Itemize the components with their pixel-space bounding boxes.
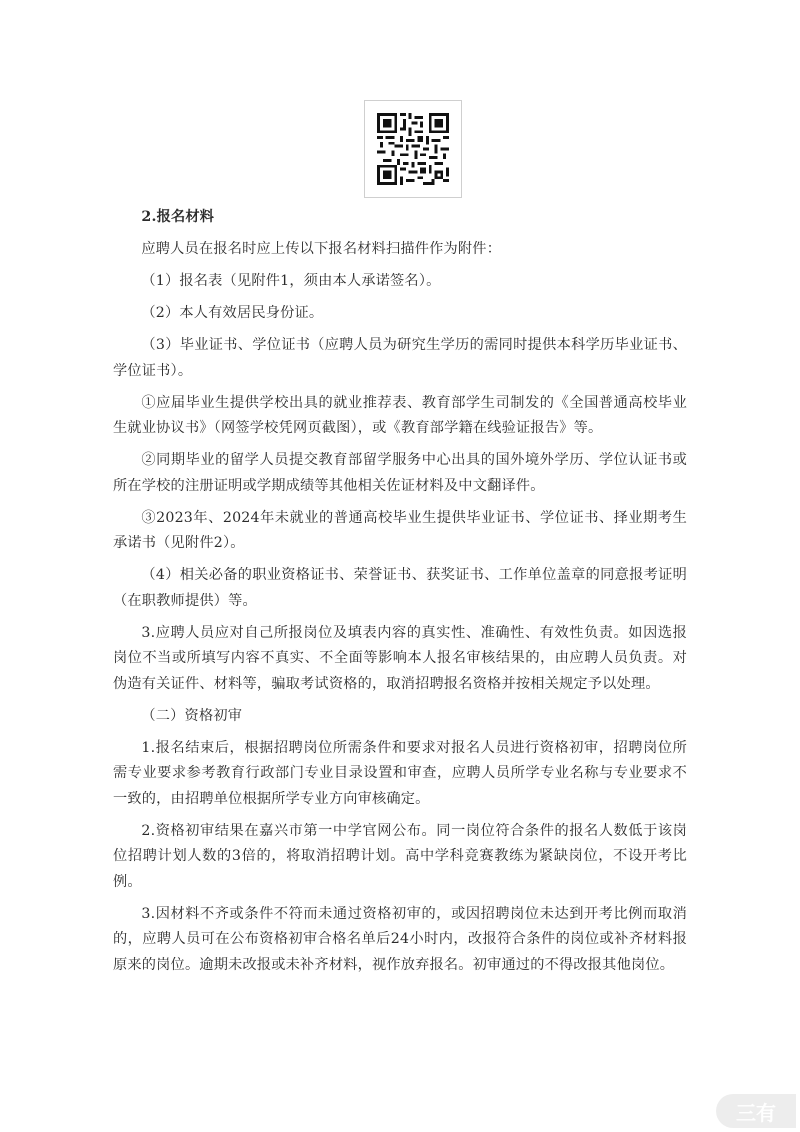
section-heading-materials: 2.报名材料 <box>141 209 215 225</box>
review-point-3: 3.因材料不齐或条件不符而未通过资格初审的，或因招聘岗位未达到开考比例而取消的，应聘人员可在公布资格初审合格名单后24小时内，改报符合条件的岗位或补齐材料报原来的岗位。逾期未改报或未补齐材料，视作放弃报名。初审通过的不得改报其他岗位。 <box>113 905 687 973</box>
materials-item-4: （4）相关必备的职业资格证书、荣誉证书、获奖证书、工作单位盖章的同意报考证明（在职教师提供）等。 <box>113 567 687 609</box>
review-point-1: 1.报名结束后，根据招聘岗位所需条件和要求对报名人员进行资格初审，招聘岗位所需专业要求参考教育行政部门专业目录设置和审查，应聘人员所学专业名称与专业要求不一致的，由招聘单位根据所学专业方向审核确定。 <box>113 739 687 807</box>
qr-code <box>364 100 462 198</box>
materials-item-2: （2）本人有效居民身份证。 <box>141 305 324 321</box>
materials-item-3: （3）毕业证书、学位证书（应聘人员为研究生学历的需同时提供本科学历毕业证书、学位证书）。 <box>113 337 687 379</box>
qr-code-icon <box>377 113 449 185</box>
materials-item-1: （1）报名表（见附件1，须由本人承诺签名）。 <box>141 273 441 289</box>
section-heading-review: （二）资格初审 <box>141 707 243 724</box>
materials-item-3-sub-2: ②同期毕业的留学人员提交教育部留学服务中心出具的国外境外学历、学位认证书或所在学校的注册证明或学期成绩等其他相关佐证材料及中文翻译件。 <box>113 452 687 494</box>
watermark-badge: 三有 <box>716 1094 796 1128</box>
materials-intro: 应聘人员在报名时应上传以下报名材料扫描件作为附件： <box>141 241 502 257</box>
materials-point-3: 3.应聘人员应对自己所报岗位及填表内容的真实性、准确性、有效性负责。如因选报岗位不当或所填写内容不真实、不全面等影响本人报名审核结果的，由应聘人员负责。对伪造有关证件、材料等，骗取考试资格的，取消招聘报名资格并按相关规定予以处理。 <box>113 624 687 692</box>
review-point-2: 2.资格初审结果在嘉兴市第一中学官网公布。同一岗位符合条件的报名人数低于该岗位招聘计划人数的3倍的，将取消招聘计划。高中学科竞赛教练为紧缺岗位，不设开考比例。 <box>113 822 687 890</box>
materials-item-3-sub-3: ③2023年、2024年未就业的普通高校毕业生提供毕业证书、学位证书、择业期考生承诺书（见附件2）。 <box>113 509 687 551</box>
materials-item-3-sub-1: ①应届毕业生提供学校出具的就业推荐表、教育部学生司制发的《全国普通高校毕业生就业协议书》（网签学校凭网页截图），或《教育部学籍在线验证报告》等。 <box>113 394 687 436</box>
document-body <box>113 205 687 978</box>
